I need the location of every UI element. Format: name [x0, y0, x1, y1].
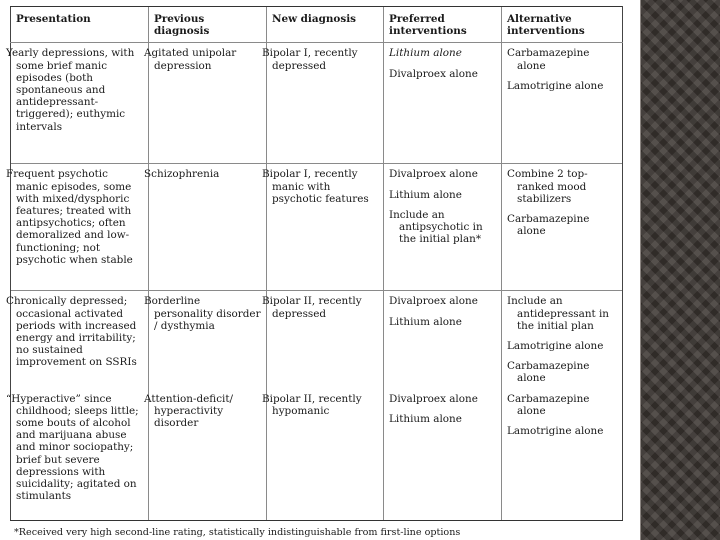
intervention-item: Combine 2 top-ranked mood stabilizers [507, 168, 588, 205]
intervention-item: Lithium alone [389, 47, 462, 60]
cell-new-diagnosis: Bipolar I, recently manic with psychotic features [267, 164, 384, 291]
cell-previous-diagnosis: Attention-deficit/ hyperactivity disorder [149, 385, 267, 521]
intervention-item: Divalproex alone [389, 67, 478, 80]
intervention-item: Include an antipsychotic in the initial plan* [389, 208, 483, 246]
cell-new-diagnosis: Bipolar I, recently depressed [267, 43, 384, 164]
cell-preferred [384, 291, 502, 385]
cell-previous-diagnosis: Schizophrenia [149, 164, 267, 291]
cell-alternative [502, 164, 623, 291]
table-header-row [11, 7, 623, 43]
intervention-item: Lamotrigine alone [507, 79, 604, 92]
cell-previous-diagnosis: Agitated unipolar depression [149, 43, 267, 164]
cell-alternative [502, 291, 623, 385]
intervention-item: Lithium alone [389, 412, 462, 425]
header-previous-diagnosis: Previous diagnosis [149, 7, 267, 43]
intervention-item: Carbamazepine alone [507, 47, 590, 72]
cell-previous-diagnosis: Borderline personality disorder / dysthymia [149, 291, 267, 385]
cell-presentation: Yearly depressions, with some brief manic episodes (both spontaneous and antidepressant-triggered); euthymic intervals [11, 43, 149, 164]
cell-alternative [502, 385, 623, 521]
table-row [11, 164, 623, 291]
table-row [11, 43, 623, 164]
cell-preferred [384, 43, 502, 164]
intervention-item: Lamotrigine alone [507, 340, 604, 353]
cell-preferred [384, 164, 502, 291]
intervention-item: Carbamazepine alone [507, 360, 590, 385]
intervention-item: Carbamazepine alone [507, 392, 590, 417]
table-row [11, 291, 623, 385]
intervention-item: Lithium alone [389, 188, 462, 201]
cell-presentation: “Hyperactive” since childhood; sleeps little; some bouts of alcohol and marijuana abuse and minor sociopathy; brief but severe depressions with suicidality; agitated on stimulants [11, 385, 149, 521]
decorative-side-panel [641, 0, 720, 540]
cell-preferred [384, 385, 502, 521]
table-row [11, 385, 623, 521]
header-preferred-interventions: Preferred interventions [384, 7, 502, 43]
cell-alternative [502, 43, 623, 164]
header-alternative-interventions: Alternative interventions [502, 7, 623, 43]
intervention-item: Lamotrigine alone [507, 425, 604, 438]
cell-new-diagnosis: Bipolar II, recently hypomanic [267, 385, 384, 521]
intervention-item: Carbamazepine alone [507, 213, 590, 238]
intervention-item: Divalproex alone [389, 168, 478, 181]
header-new-diagnosis: New diagnosis [267, 7, 384, 43]
intervention-item: Divalproex alone [389, 392, 478, 405]
intervention-item: Divalproex alone [389, 295, 478, 308]
cell-new-diagnosis: Bipolar II, recently depressed [267, 291, 384, 385]
cell-presentation: Frequent psychotic manic episodes, some with mixed/dysphoric features; treated with antipsychotics; often demoralized and low-functioning; not psychotic when stable [11, 164, 149, 291]
header-presentation: Presentation [11, 7, 149, 43]
intervention-item: Lithium alone [389, 315, 462, 328]
cell-presentation: Chronically depressed; occasional activated periods with increased energy and irritability; no sustained improvement on SSRIs [11, 291, 149, 385]
diagnosis-table [6, 6, 623, 521]
intervention-item: Include an antidepressant in the initial plan [507, 295, 609, 332]
footnote: *Received very high second-line rating, statistically indistinguishable from first-line options [14, 527, 461, 538]
